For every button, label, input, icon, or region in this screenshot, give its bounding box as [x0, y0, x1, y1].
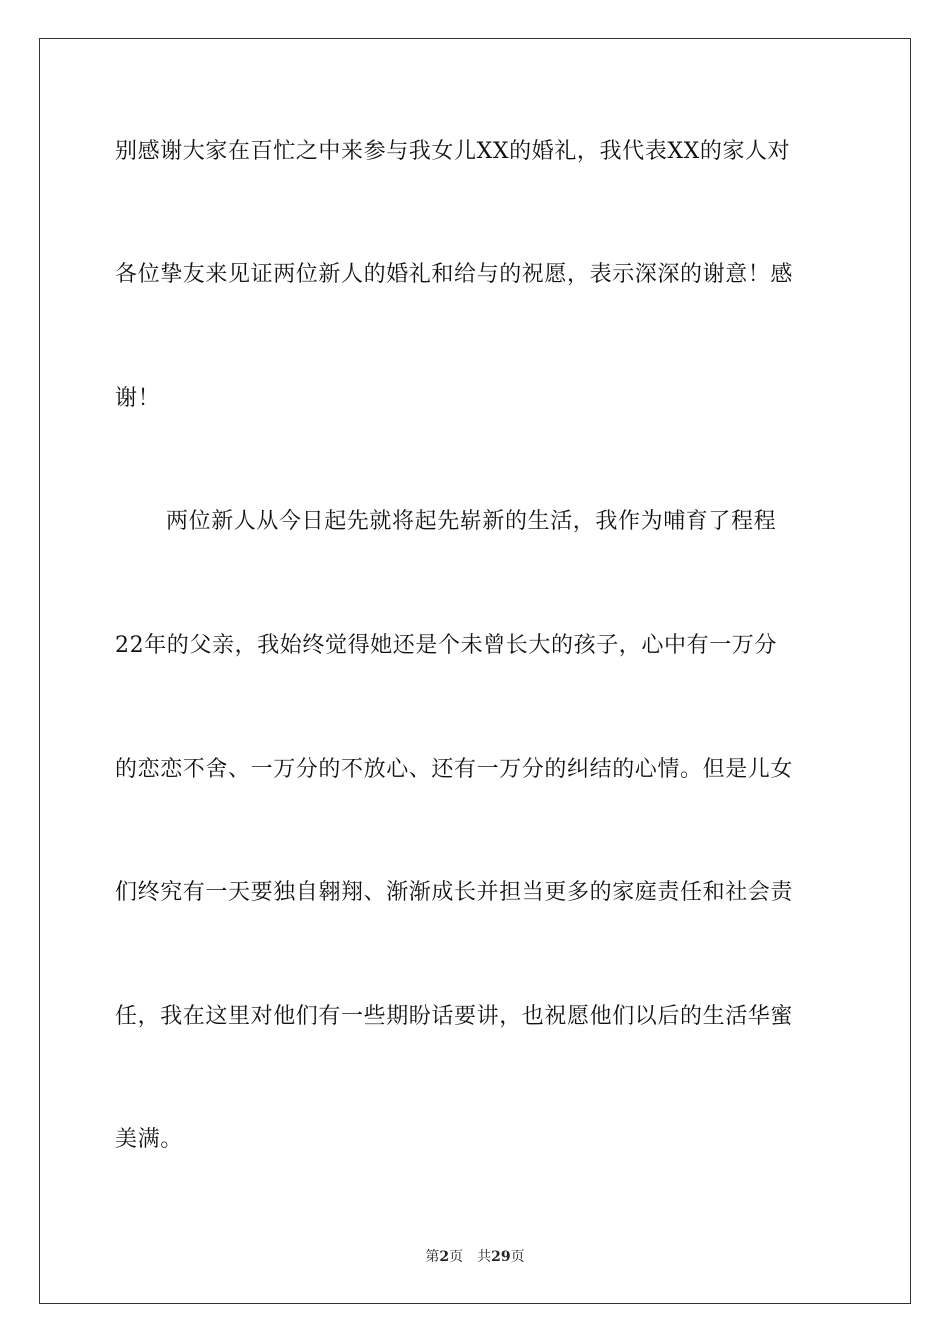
- footer-page-number: 2: [439, 1249, 450, 1265]
- body-line-3: 谢！: [115, 386, 161, 411]
- body-line-2: 各位挚友来见证两位新人的婚礼和给与的祝愿，表示深深的谢意！感: [115, 262, 794, 287]
- footer-total-suffix: 页: [510, 1249, 525, 1265]
- body-line-1: 别感谢大家在百忙之中来参与我女儿XX的婚礼，我代表XX的家人对: [115, 139, 791, 164]
- footer-total-pages: 29: [491, 1249, 511, 1265]
- body-line-9: 美满。: [115, 1127, 183, 1152]
- body-line-4: 两位新人从今日起先就将起先崭新的生活，我作为哺育了程程: [166, 509, 777, 534]
- body-line-6: 的恋恋不舍、一万分的不放心、还有一万分的纠结的心情。但是儿女: [115, 757, 794, 782]
- body-line-8: 任，我在这里对他们有一些期盼话要讲，也祝愿他们以后的生活华蜜: [115, 1004, 794, 1029]
- page-footer: [0, 1248, 950, 1266]
- footer-page-prefix: 第: [425, 1249, 440, 1265]
- body-line-7: 们终究有一天要独自翱翔、渐渐成长并担当更多的家庭责任和社会责: [115, 880, 794, 905]
- footer-total-prefix: 共: [477, 1249, 492, 1265]
- body-line-5: 22年的父亲，我始终觉得她还是个未曾长大的孩子，心中有一万分: [115, 633, 777, 658]
- page-frame: [39, 38, 911, 1304]
- footer-page-suffix: 页: [449, 1249, 464, 1265]
